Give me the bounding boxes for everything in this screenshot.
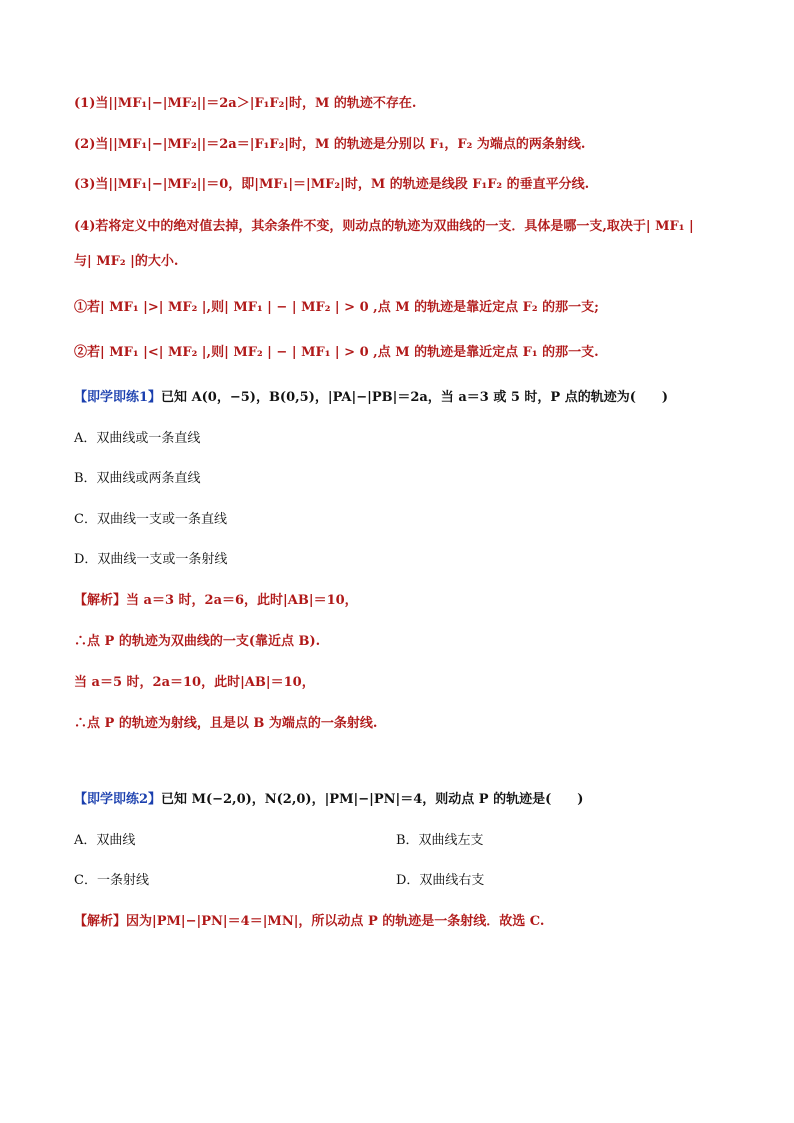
exercise-1-option-a: A．双曲线或一条直线: [74, 431, 201, 446]
exercise-2-solution: [74, 912, 754, 932]
exercise-1-text: 已知 A(0，−5)，B(0,5)，|PA|−|PB|＝2a，当 a＝3 或 5 时，P 点的轨迹为( ): [161, 390, 669, 405]
case-1: ①若| MF₁ |>| MF₂ |,则| MF₁ | − | MF₂ | > 0 ,点 M 的轨迹是靠近定点 F₂ 的那一支;: [74, 300, 599, 315]
exercise-2-option-d: D．双曲线右支: [396, 873, 485, 888]
rule-3: (3)当||MF₁|−|MF₂||＝0，即|MF₁|＝|MF₂|时，M 的轨迹是线段 F₁F₂ 的垂直平分线.: [74, 177, 590, 192]
exercise-1-solution-text: 当 a＝3 时，2a＝6，此时|AB|＝10，: [126, 593, 358, 608]
exercise-1-solution-1: [74, 591, 754, 611]
exercise-1-solution-tag: 【解析】: [74, 593, 127, 608]
rule-4-line2: 与| MF₂ |的大小.: [74, 254, 179, 269]
exercise-1-solution-2: ∴点 P 的轨迹为双曲线的一支(靠近点 B).: [74, 634, 321, 649]
exercise-2-option-b: B．双曲线左支: [396, 833, 484, 848]
exercise-1-option-b: B．双曲线或两条直线: [74, 471, 201, 486]
exercise-2-text: 已知 M(−2,0)，N(2,0)，|PM|−|PN|＝4，则动点 P 的轨迹是( ): [161, 792, 584, 807]
exercise-1-solution-4: ∴点 P 的轨迹为射线，且是以 B 为端点的一条射线.: [74, 716, 378, 731]
exercise-2-options-row-1: [74, 831, 754, 851]
exercise-1-solution-3: 当 a＝5 时，2a＝10，此时|AB|＝10，: [74, 675, 315, 690]
rule-1: (1)当||MF₁|−|MF₂||＝2a＞|F₁F₂|时，M 的轨迹不存在.: [74, 96, 417, 111]
exercise-2-solution-text: 因为|PM|−|PN|＝4＝|MN|，所以动点 P 的轨迹是一条射线．故选 C.: [126, 914, 545, 929]
exercise-2-options-row-2: [74, 871, 754, 891]
rule-2: (2)当||MF₁|−|MF₂||＝2a＝|F₁F₂|时，M 的轨迹是分别以 F₁，F₂ 为端点的两条射线.: [74, 137, 586, 152]
exercise-1-option-d: D．双曲线一支或一条射线: [74, 552, 228, 567]
exercise-2-option-c: C．一条射线: [74, 873, 149, 888]
rule-4-line1: (4)若将定义中的绝对值去掉，其余条件不变，则动点的轨迹为双曲线的一支．具体是哪一支,取决于| MF₁ |: [74, 219, 694, 234]
case-2: ②若| MF₁ |<| MF₂ |,则| MF₂ | − | MF₁ | > 0 ,点 M 的轨迹是靠近定点 F₁ 的那一支.: [74, 345, 599, 360]
exercise-2-solution-tag: 【解析】: [74, 914, 127, 929]
exercise-1-option-c: C．双曲线一支或一条直线: [74, 512, 227, 527]
exercise-1-tag: 【即学即练1】: [74, 390, 162, 405]
exercise-1-question: [74, 388, 754, 408]
exercise-2-question: [74, 790, 754, 810]
exercise-2-option-a: A．双曲线: [74, 833, 136, 848]
exercise-2-tag: 【即学即练2】: [74, 792, 162, 807]
